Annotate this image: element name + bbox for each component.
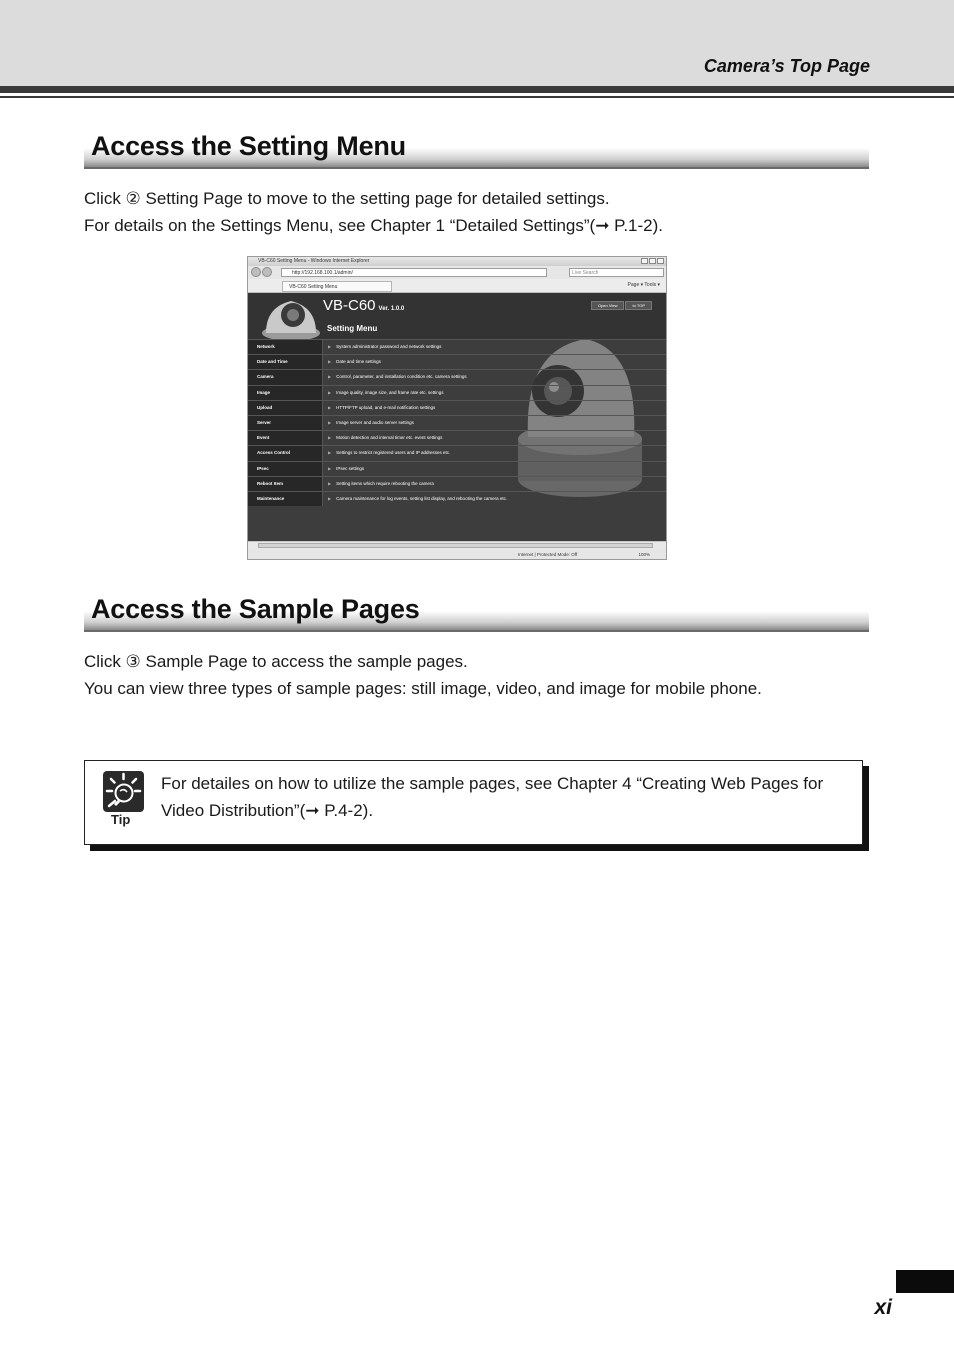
menu-item-description: ▶ Settings to restrict registered users and IP addresses etc. (324, 446, 450, 460)
section-title: Access the Sample Pages (91, 594, 420, 624)
menu-item-label: Maintenance (248, 492, 323, 506)
menu-row (248, 369, 666, 384)
running-header-title: Camera’s Top Page (703, 56, 870, 76)
menu-item-label: Network (248, 340, 323, 354)
browser-title-bar (248, 257, 666, 266)
menu-row (248, 400, 666, 415)
address-bar: http://192.168.100.1/admin/ (281, 268, 547, 277)
status-zoom: 100% (638, 552, 650, 557)
menu-item-label: Upload (248, 401, 323, 415)
open-view-button: Open View (591, 301, 625, 310)
app-brand (323, 297, 404, 314)
status-zone: Internet | Protected Mode: Off (518, 552, 578, 557)
menu-item-description: ▶ HTTP/FTP upload, and e-mail notification settings (324, 401, 435, 415)
menu-item-description: ▶ Motion detection and interval timer etc. event settings (324, 431, 442, 445)
menu-row (248, 339, 666, 354)
settings-menu-list (248, 339, 666, 506)
menu-item-label: Event (248, 431, 323, 445)
menu-row (248, 415, 666, 430)
search-box: Live Search (569, 268, 664, 277)
menu-item-description: ▶ IPsec settings (324, 462, 364, 476)
tip-box (84, 760, 863, 845)
menu-item-description: ▶ Image quality, image size, and frame rate etc. settings (324, 386, 444, 400)
menu-item-label: Access Control (248, 446, 323, 460)
forward-icon (262, 267, 272, 277)
tip-label: Tip (111, 812, 131, 827)
tip-text: For detailes on how to utilize the sample pages, see Chapter 4 “Creating Web Pages for Video Distribution”(➞ P.4-2). (161, 774, 824, 820)
menu-row (248, 385, 666, 400)
minimize-icon (641, 258, 648, 264)
menu-item-label: Image (248, 386, 323, 400)
close-icon (657, 258, 664, 264)
lightbulb-icon (103, 771, 144, 812)
menu-item-description: ▶ Image server and audio server settings (324, 416, 414, 430)
browser-address-row (248, 266, 666, 279)
app-header-buttons (591, 301, 652, 310)
brand-name: VB-C60 (323, 297, 376, 314)
paragraph-line: For details on the Settings Menu, see Chapter 1 “Detailed Settings”(➞ P.1-2). (84, 216, 664, 235)
menu-row (248, 354, 666, 369)
to-top-button: to TOP (625, 301, 652, 310)
menu-row (248, 491, 666, 506)
paragraph-line: Click ③ Sample Page to access the sample pages. (84, 652, 468, 671)
menu-item-description: ▶ Camera maintenance for log events, setting list display, and rebooting the camera etc. (324, 492, 507, 506)
section-heading-setting-menu (84, 129, 869, 169)
browser-tab-row (248, 279, 666, 293)
browser-tools-menu: Page ▾ Tools ▾ (627, 282, 660, 288)
camera-thumbnail-icon (260, 293, 322, 339)
header-rule-thick (0, 86, 954, 93)
browser-status-bar (248, 549, 666, 560)
paragraph-line: Click ② Setting Page to move to the setting page for detailed settings. (84, 189, 610, 208)
paragraph-line: You can view three types of sample pages: still image, video, and image for mobile phone. (84, 679, 762, 698)
page-thumb-tab (896, 1270, 954, 1293)
browser-window-title: VB-C60 Setting Menu - Windows Internet Explorer (258, 258, 370, 264)
scrollbar-thumb (258, 543, 653, 548)
menu-row (248, 461, 666, 476)
browser-tab: VB-C60 Setting Menu (282, 281, 392, 292)
menu-row (248, 430, 666, 445)
menu-item-label: Reboot Item (248, 477, 323, 491)
setting-menu-screenshot (247, 256, 667, 560)
version-label: Ver. 1.0.0 (378, 306, 405, 312)
back-icon (251, 267, 261, 277)
menu-item-description: ▶ Date and time settings (324, 355, 381, 369)
app-subtitle: Setting Menu (327, 324, 378, 333)
maximize-icon (649, 258, 656, 264)
menu-item-label: Date and Time (248, 355, 323, 369)
setting-menu-app (248, 293, 666, 541)
menu-item-description: ▶ Setting items which require rebooting the camera (324, 477, 434, 491)
menu-item-label: Camera (248, 370, 323, 384)
menu-row (248, 445, 666, 460)
page-number: xi (874, 1296, 892, 1319)
menu-item-description: ▶ System administrator password and network settings (324, 340, 441, 354)
menu-item-description: ▶ Control, parameter, and installation condition etc. camera settings (324, 370, 467, 384)
menu-item-label: IPsec (248, 462, 323, 476)
section-title: Access the Setting Menu (91, 131, 406, 161)
section-heading-sample-pages (84, 592, 869, 632)
menu-row (248, 476, 666, 491)
header-rule-thin (0, 96, 954, 98)
window-controls (641, 258, 664, 264)
menu-item-label: Server (248, 416, 323, 430)
horizontal-scrollbar (248, 541, 666, 549)
